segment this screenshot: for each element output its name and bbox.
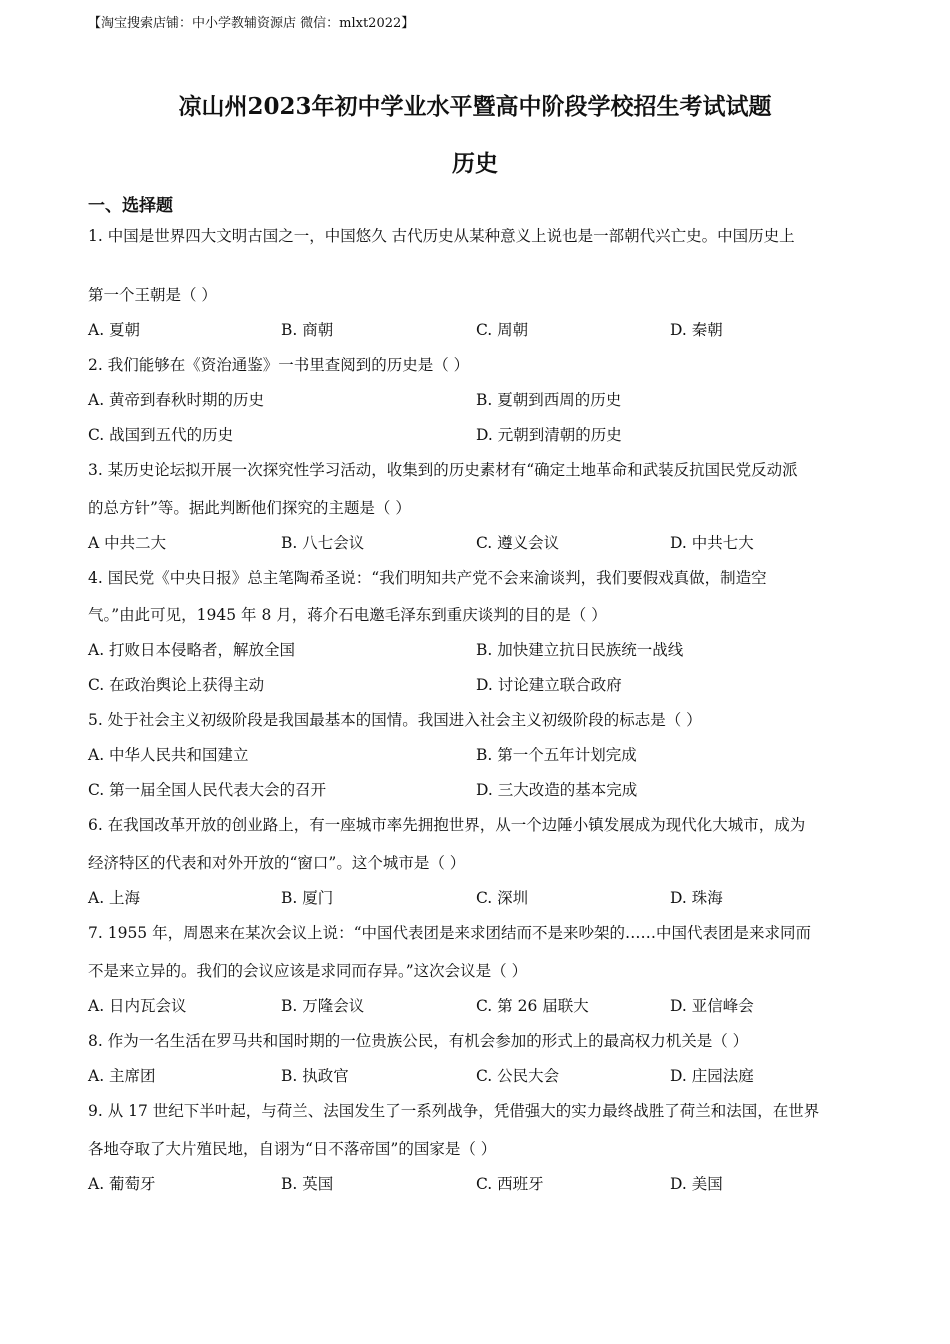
question-4-text: 4. 国民党《中央日报》总主笔陶希圣说：“我们明知共产党不会来渝谈判，我们要假戏真做，制造空 xyxy=(88,569,767,587)
question-4-option-a[interactable]: A. 打败日本侵略者，解放全国 xyxy=(88,641,296,659)
question-3-option-d[interactable]: D. 中共七大 xyxy=(670,534,754,552)
question-2-option-b[interactable]: B. 夏朝到西周的历史 xyxy=(476,391,622,409)
question-3-text-cont: 的总方针”等。据此判断他们探究的主题是（ ） xyxy=(88,499,411,517)
question-5-option-c[interactable]: C. 第一届全国人民代表大会的召开 xyxy=(88,781,327,799)
question-1-option-a[interactable]: A. 夏朝 xyxy=(88,321,141,339)
question-6-text-cont: 经济特区的代表和对外开放的“窗口”。这个城市是（ ） xyxy=(88,854,466,872)
question-2-text: 2. 我们能够在《资治通鉴》一书里查阅到的历史是（ ） xyxy=(88,356,470,374)
question-7-option-c[interactable]: C. 第 26 届联大 xyxy=(476,997,589,1015)
question-7-text: 7. 1955 年，周恩来在某次会议上说：“中国代表团是来求团结而不是来吵架的……中国代表团是来求同而 xyxy=(88,924,812,942)
question-4-option-b[interactable]: B. 加快建立抗日民族统一战线 xyxy=(476,641,684,659)
question-5-option-b[interactable]: B. 第一个五年计划完成 xyxy=(476,746,637,764)
question-9-option-b[interactable]: B. 英国 xyxy=(281,1175,334,1193)
question-1-option-b[interactable]: B. 商朝 xyxy=(281,321,334,339)
question-4-text-cont: 气。”由此可见，1945 年 8 月，蒋介石电邀毛泽东到重庆谈判的目的是（ ） xyxy=(88,606,607,624)
question-7-option-d[interactable]: D. 亚信峰会 xyxy=(670,997,754,1015)
question-2-option-a[interactable]: A. 黄帝到春秋时期的历史 xyxy=(88,391,265,409)
header-note: 【淘宝搜索店铺：中小学教辅资源店 微信：mlxt2022】 xyxy=(88,16,415,31)
question-8-option-d[interactable]: D. 庄园法庭 xyxy=(670,1067,754,1085)
question-9-option-c[interactable]: C. 西班牙 xyxy=(476,1175,544,1193)
question-7-option-a[interactable]: A. 日内瓦会议 xyxy=(88,997,187,1015)
section-heading: 一、选择题 xyxy=(88,196,173,216)
question-6-option-a[interactable]: A. 上海 xyxy=(88,889,141,907)
question-9-text: 9. 从 17 世纪下半叶起，与荷兰、法国发生了一系列战争，凭借强大的实力最终战胜了荷兰和法国，在世界 xyxy=(88,1102,820,1120)
question-3-option-a[interactable]: A 中共二大 xyxy=(88,534,167,552)
question-8-option-a[interactable]: A. 主席团 xyxy=(88,1067,156,1085)
question-9-text-cont: 各地夺取了大片殖民地，自诩为“日不落帝国”的国家是（ ） xyxy=(88,1140,497,1158)
question-3-text: 3. 某历史论坛拟开展一次探究性学习活动，收集到的历史素材有“确定土地革命和武装反抗国民党反动派 xyxy=(88,461,798,479)
question-8-option-c[interactable]: C. 公民大会 xyxy=(476,1067,560,1085)
exam-title: 凉山州2023年初中学业水平暨高中阶段学校招生考试试题 xyxy=(178,93,772,120)
question-7-text-cont: 不是来立异的。我们的会议应该是求同而存异。”这次会议是（ ） xyxy=(88,962,528,980)
question-5-text: 5. 处于社会主义初级阶段是我国最基本的国情。我国进入社会主义初级阶段的标志是（ ） xyxy=(88,711,702,729)
question-2-option-d[interactable]: D. 元朝到清朝的历史 xyxy=(476,426,622,444)
question-9-option-d[interactable]: D. 美国 xyxy=(670,1175,723,1193)
question-1-option-d[interactable]: D. 秦朝 xyxy=(670,321,723,339)
question-7-option-b[interactable]: B. 万隆会议 xyxy=(281,997,365,1015)
question-1-text: 1. 中国是世界四大文明古国之一，中国悠久 古代历史从某种意义上说也是一部朝代兴亡史。中国历史上 xyxy=(88,227,795,245)
question-4-option-c[interactable]: C. 在政治舆论上获得主动 xyxy=(88,676,265,694)
question-4-option-d[interactable]: D. 讨论建立联合政府 xyxy=(476,676,622,694)
question-8-text: 8. 作为一名生活在罗马共和国时期的一位贵族公民，有机会参加的形式上的最高权力机关是（ ） xyxy=(88,1032,749,1050)
question-3-option-b[interactable]: B. 八七会议 xyxy=(281,534,365,552)
question-2-option-c[interactable]: C. 战国到五代的历史 xyxy=(88,426,234,444)
question-5-option-a[interactable]: A. 中华人民共和国建立 xyxy=(88,746,249,764)
question-8-option-b[interactable]: B. 执政官 xyxy=(281,1067,349,1085)
subject-title: 历史 xyxy=(452,150,498,177)
question-6-option-b[interactable]: B. 厦门 xyxy=(281,889,334,907)
question-6-option-d[interactable]: D. 珠海 xyxy=(670,889,723,907)
question-5-option-d[interactable]: D. 三大改造的基本完成 xyxy=(476,781,638,799)
question-6-text: 6. 在我国改革开放的创业路上，有一座城市率先拥抱世界，从一个边陲小镇发展成为现代化大城市，成为 xyxy=(88,816,806,834)
question-6-option-c[interactable]: C. 深圳 xyxy=(476,889,529,907)
question-9-option-a[interactable]: A. 葡萄牙 xyxy=(88,1175,156,1193)
question-3-option-c[interactable]: C. 遵义会议 xyxy=(476,534,560,552)
question-1-text-cont: 第一个王朝是（ ） xyxy=(88,286,217,304)
question-1-option-c[interactable]: C. 周朝 xyxy=(476,321,529,339)
